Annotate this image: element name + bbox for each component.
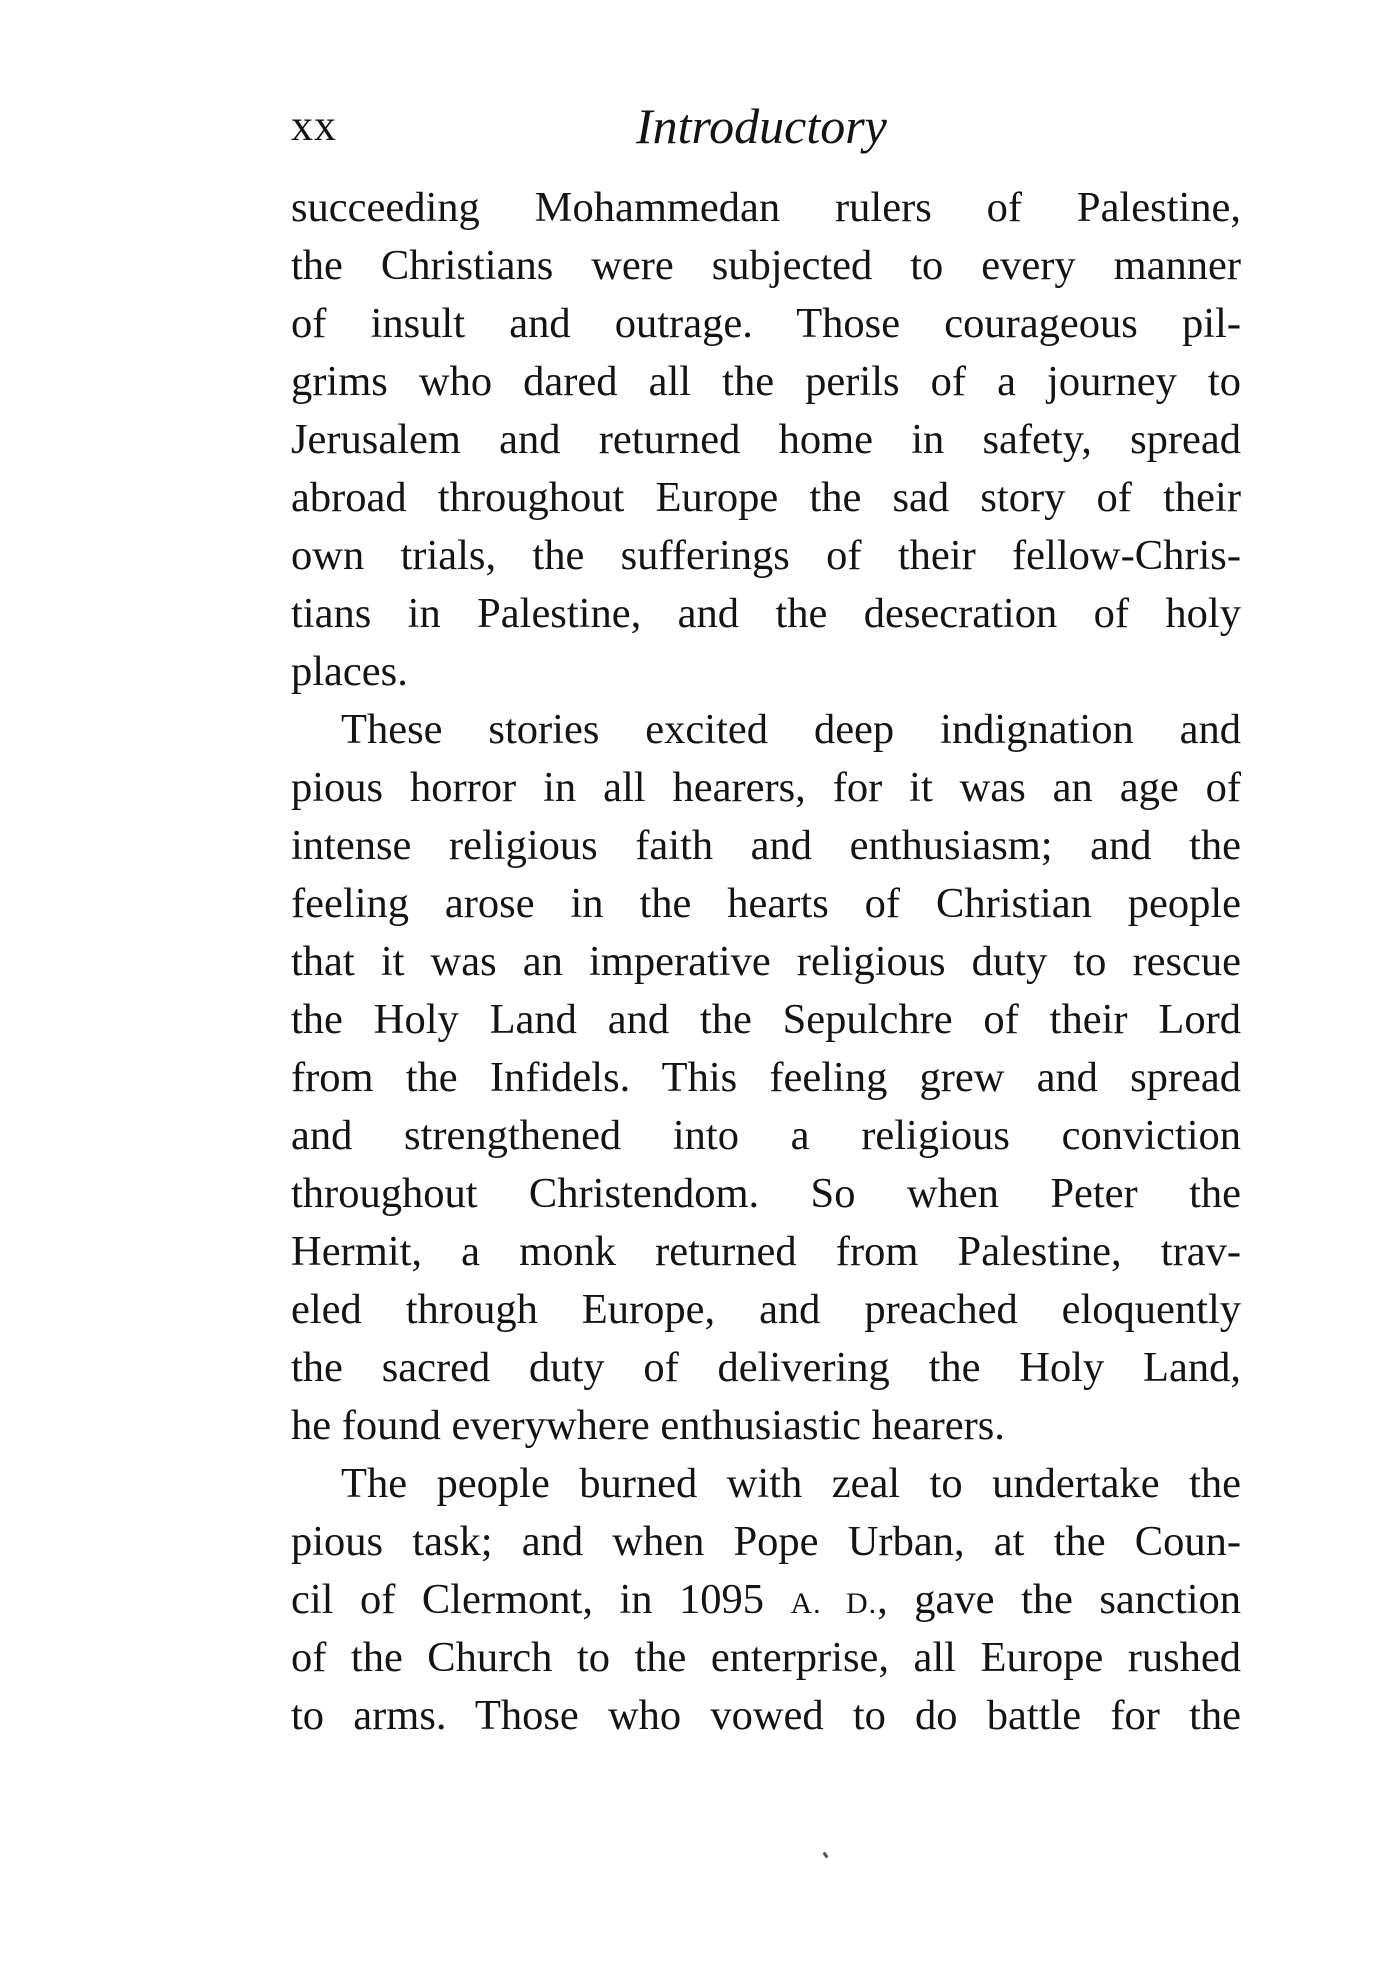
text-line: the sacred duty of delivering the Holy Land, — [291, 1344, 1241, 1391]
text-line: the Holy Land and the Sepulchre of their Lord — [291, 996, 1241, 1043]
text-line: Hermit, a monk returned from Palestine, trav- — [291, 1228, 1241, 1275]
text-line: he found everywhere enthusiastic hearers. — [291, 1402, 1005, 1449]
text-line: of insult and outrage. Those courageous pil- — [291, 300, 1241, 347]
text-line: eled through Europe, and preached eloquently — [291, 1286, 1241, 1333]
text-line: that it was an imperative religious duty to rescue — [291, 938, 1241, 985]
body-text — [291, 179, 1241, 1745]
text-segment: cil of Clermont, in 1095 — [291, 1576, 791, 1623]
text-line: places. — [291, 648, 408, 695]
text-line: The people burned with zeal to undertake the — [341, 1460, 1241, 1507]
text-segment: , gave the sanction — [877, 1576, 1241, 1623]
paragraph-1 — [291, 179, 1241, 701]
text-line: intense religious faith and enthusiasm; and the — [291, 822, 1241, 869]
text-line: the Christians were subjected to every manner — [291, 242, 1241, 289]
text-line: tians in Palestine, and the desecration of holy — [291, 590, 1241, 637]
text-line: Jerusalem and returned home in safety, spread — [291, 416, 1241, 463]
text-line: succeeding Mohammedan rulers of Palestine, — [291, 184, 1241, 231]
text-line: abroad throughout Europe the sad story of their — [291, 474, 1241, 521]
text-line: own trials, the sufferings of their fellow-Chris- — [291, 532, 1241, 579]
text-line: pious horror in all hearers, for it was an age of — [291, 764, 1241, 811]
text-line — [291, 1571, 1241, 1629]
text-line: pious task; and when Pope Urban, at the Coun- — [291, 1518, 1241, 1565]
paragraph-3 — [291, 1455, 1241, 1745]
text-line: feeling arose in the hearts of Christian people — [291, 880, 1241, 927]
text-line: to arms. Those who vowed to do battle for the — [291, 1692, 1241, 1739]
text-line: of the Church to the enterprise, all Europe rushed — [291, 1634, 1241, 1681]
text-line: throughout Christendom. So when Peter the — [291, 1170, 1241, 1217]
text-line: from the Infidels. This feeling grew and spread — [291, 1054, 1241, 1101]
text-line: grims who dared all the perils of a journey to — [291, 358, 1241, 405]
paragraph-2 — [291, 701, 1241, 1455]
running-head: Introductory — [636, 98, 887, 154]
era-abbreviation: A. D. — [790, 1587, 878, 1620]
page-number: xx — [291, 101, 337, 150]
text-line: and strengthened into a religious conviction — [291, 1112, 1241, 1159]
ink-speck — [823, 1852, 829, 1859]
text-line: These stories excited deep indignation and — [341, 706, 1241, 753]
page-header — [291, 96, 1241, 156]
